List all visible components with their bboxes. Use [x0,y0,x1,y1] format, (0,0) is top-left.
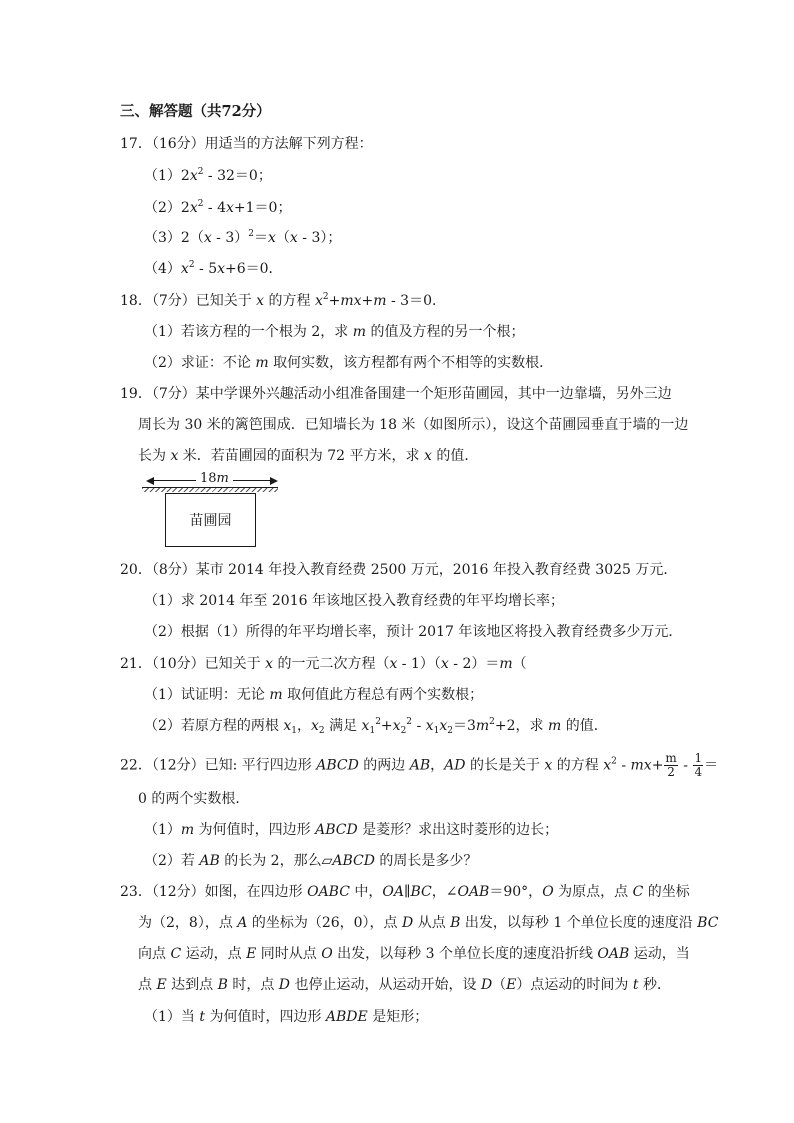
question-18-stem: 18．（7分）已知关于 x 的方程 $x^2+mx+m - 3=0$． [120,292,446,309]
question-23-line-4: 点 E 达到点 B 时，点 D 也停止运动，从运动开始，设 D（E）点运动的时间为 t 秒． [138,977,671,993]
question-20-stem: 20．（8分）某市 2014 年投入教育经费 2500 万元，2016 年投入教育经费 3025 万元． [120,562,678,578]
question-17-stem: 17．（16分）用适当的方法解下列方程： [120,136,373,152]
garden-label: 苗圃园 [189,513,232,529]
question-19-line-2: 周长为 30 米的篱笆围成．已知墙长为 18 米（如图所示），设这个苗圃园垂直于墙的一边 [138,417,689,433]
q20-part-1: （1）求 2014 年至 2016 年该地区投入教育经费的年平均增长率； [144,593,564,609]
fraction-denominator: 4 [694,765,703,779]
question-21-stem: 21．（10分）已知关于 x 的一元二次方程（x - 1）（x - 2）＝m（ [120,656,527,672]
question-22-line-2: 0 的两个实数根． [138,791,250,807]
wall-hatching [142,488,278,492]
q21-part-2: （2）若原方程的两根 $x_1$，$x_2$ 满足 $x_1^2+x_2^2 - x_1x_2=3m^2+2$，求 m 的值． [144,717,608,736]
garden-rectangle [165,493,256,547]
fraction-1-over-4 [693,752,703,779]
q17-part-3: （3）2（x - 3）$^2$＝x（x - 3）； [144,229,342,246]
wall-length-label: 18m [196,472,233,486]
q17-part-2: $(2)2x^2 - 4x+1=0$； [144,199,292,216]
fraction-numerator: 1 [694,751,703,765]
section-title: 三、解答题（共72分） [120,103,271,120]
fraction-m-over-2 [664,752,677,779]
q23-part-1: （1）当 t 为何值时，四边形 ABDE 是矩形； [144,1009,429,1025]
q17-part-4: $(4)x^2 - 5x+6=0$． [144,260,283,277]
question-22-line-1: 22．（12分）已知: 平行四边形 ABCD 的两边 AB，AD 的长是关于 x 的方程 $x^2 - mx+$ $\frac{m}{2}$ - $\frac{1}{4}$ ＝ [120,751,719,779]
q22-part-1: （1）m 为何值时，四边形 ABCD 是菱形？求出这时菱形的边长； [144,822,559,838]
question-23-line-3: 向点 C 运动，点 E 同时从点 O 出发，以每秒 3 个单位长度的速度沿折线 OAB 运动，当 [138,946,690,962]
wall-length-dimension [146,471,278,486]
q18-part-2: （2）求证：不论 m 取何实数，该方程都有两个不相等的实数根． [144,355,554,371]
arrow-left-icon [146,477,154,485]
q18-part-1: （1）若该方程的一个根为 2，求 m 的值及方程的另一个根； [144,324,525,340]
fraction-numerator: m [665,751,677,765]
question-19-line-3: 长为 x 米．若苗圃园的面积为 72 平方米，求 x 的值． [138,448,479,464]
question-23-line-2: 为（2，8），点 A 的坐标为（26，0），点 D 从点 B 出发，以每秒 1 个单位长度的速度沿 BC [138,915,719,931]
question-19-line-1: 19．（7分）某中学课外兴趣活动小组准备围建一个矩形苗圃园，其中一边靠墙，另外三边 [120,386,672,402]
question-23-line-1: 23．（12分）如图，在四边形 OABC 中，OA∥BC，∠OAB＝90°，O 为原点，点 C 的坐标 [120,884,690,900]
fraction-denominator: 2 [667,765,675,779]
q21-part-1: （1）试证明：无论 m 取何值此方程总有两个实数根； [144,687,484,703]
q22-part-2: （2）若 AB 的长为 2，那么▱ABCD 的周长是多少？ [144,853,478,869]
q20-part-2: （2）根据（1）所得的年平均增长率，预计 2017 年该地区将投入教育经费多少万元． [144,624,683,640]
garden-figure [138,473,284,553]
arrow-right-icon [270,477,278,485]
q17-part-1: $(1)2x^2 - 32=0$； [144,167,272,184]
